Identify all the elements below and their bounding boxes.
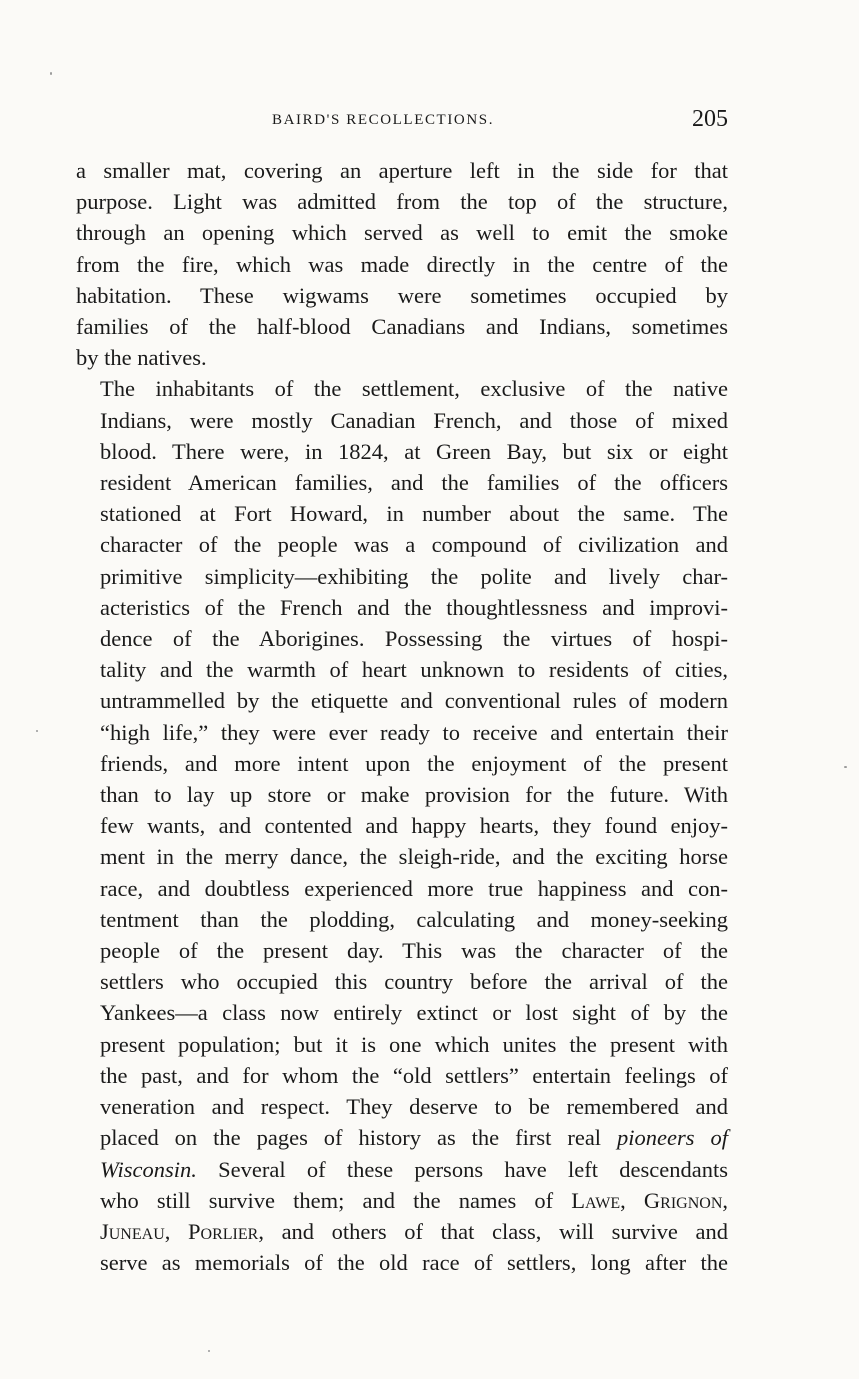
text-line: primitive simplicity—exhibiting the polite and lively char- [100,563,728,589]
text-line: present population; but it is one which unites the present with [100,1031,728,1057]
text-line: from the fire, which was made directly in the centre of the [76,251,728,277]
text-line: settlers who occupied this country before the arrival of the [100,969,728,995]
text-line: families of the half-blood Canadians and Indians, sometimes [76,314,728,340]
paragraph-2 [76,373,728,1278]
paper-speck [208,1350,210,1352]
text-line [76,1122,728,1153]
text-line: The inhabitants of the settlement, exclusive of the native [100,376,728,402]
text-line [76,1154,728,1185]
name-juneau: Juneau [100,1218,165,1244]
text-line: the past, and for whom the “old settlers” entertain feelings of [100,1062,728,1088]
italic-wisconsin: Wisconsin. [100,1156,197,1182]
text-line: habitation. These wigwams were sometimes occupied by [76,282,728,308]
text-line: than to lay up store or make provision for the future. With [100,782,728,808]
text-line: tentment than the plodding, calculating and money-seeking [100,906,728,932]
paper-speck [36,730,38,732]
text-segment: , [620,1187,644,1213]
text-line: resident American families, and the families of the officers [100,470,728,496]
text-line: people of the present day. This was the character of the [100,938,728,964]
text-line: friends, and more intent upon the enjoyment of the present [100,750,728,776]
text-line [76,1185,728,1216]
body-text [76,155,728,1278]
text-line: character of the people was a compound of civilization and [100,532,728,558]
text-line: serve as memorials of the old race of settlers, long after the [100,1250,728,1276]
page-header [76,108,728,138]
text-line: a smaller mat, covering an aperture left in the side for that [76,158,728,183]
name-porlier: Porlier [188,1218,259,1244]
text-line: by the natives. [76,345,207,371]
text-line: veneration and respect. They deserve to be remembered and [100,1094,728,1120]
text-segment: , [722,1187,729,1213]
paper-speck [844,766,847,768]
text-line: blood. There were, in 1824, at Green Bay, but six or eight [100,438,728,464]
text-line: through an opening which served as well to emit the smoke [76,220,728,246]
text-segment: placed on the pages of history as the first real [100,1125,618,1151]
italic-pioneers: pioneers of [617,1125,728,1151]
text-line: tality and the warmth of heart unknown to residents of cities, [100,657,728,683]
name-grignon: Grignon [643,1187,723,1213]
text-line: untrammelled by the etiquette and conventional rules of modern [100,688,728,714]
text-line: stationed at Fort Howard, in number about the same. The [100,501,728,527]
text-line: “high life,” they were ever ready to receive and entertain their [100,719,728,745]
page-number: 205 [692,106,728,132]
text-line: purpose. Light was admitted from the top of the structure, [76,189,728,215]
text-segment: Several of these persons have left descendants [196,1156,728,1182]
text-line [76,1216,728,1247]
text-segment: , [164,1218,189,1244]
running-head: BAIRD'S RECOLLECTIONS. [272,112,495,128]
text-segment: , and others of that class, will survive and [258,1218,729,1244]
text-segment: who still survive them; and the names of [100,1187,572,1213]
text-line: Yankees—a class now entirely extinct or lost sight of by the [100,1000,728,1026]
text-line: Indians, were mostly Canadian French, and those of mixed [100,407,728,433]
text-line: race, and doubtless experienced more true happiness and con- [100,875,728,901]
paper-speck [50,72,52,75]
text-line: ment in the merry dance, the sleigh-ride, and the exciting horse [100,844,728,870]
text-line: few wants, and contented and happy hearts, they found enjoy- [100,813,728,839]
text-line: dence of the Aborigines. Possessing the virtues of hospi- [100,626,728,652]
name-lawe: Lawe [571,1187,621,1213]
text-line: acteristics of the French and the thoughtlessness and improvi- [100,594,728,620]
paragraph-1 [76,155,728,373]
